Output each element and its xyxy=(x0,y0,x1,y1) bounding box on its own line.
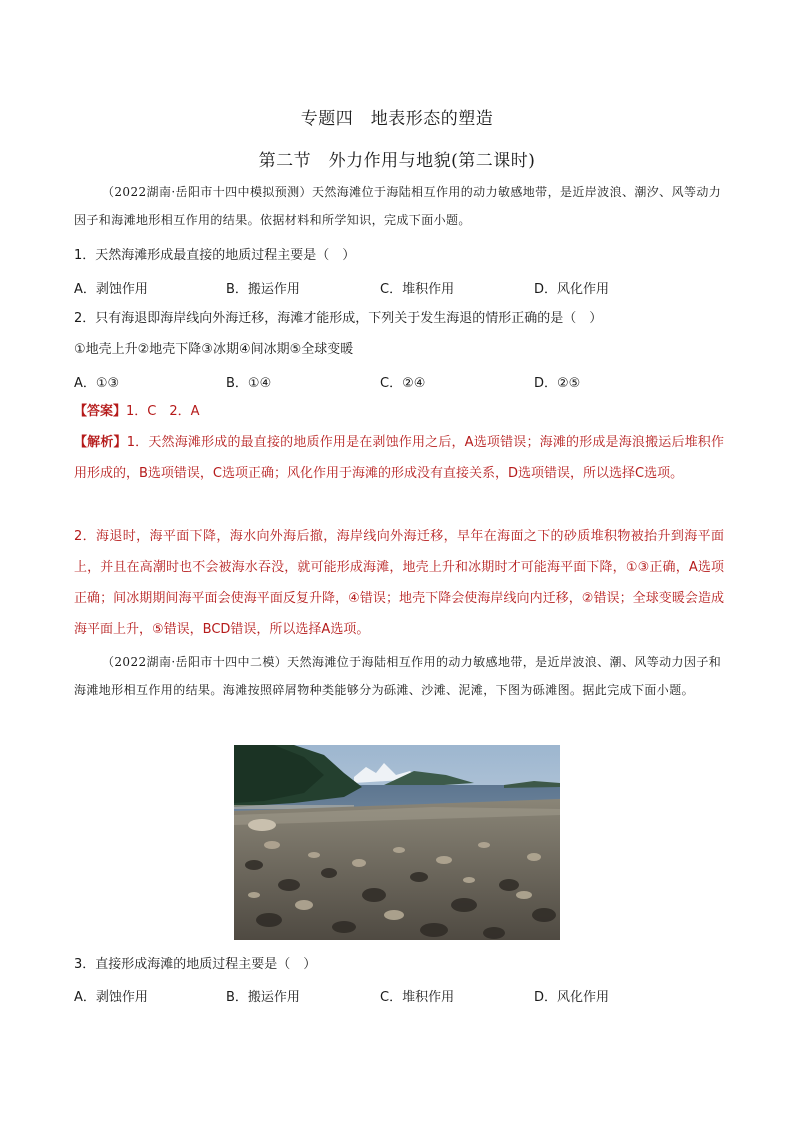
q1-stem: 1．天然海滩形成最直接的地质过程主要是（ ） xyxy=(74,248,356,263)
page-subtitle: 第二节 外力作用与地貌(第二课时) xyxy=(258,151,536,171)
answer-tag: 【答案】 xyxy=(74,404,127,419)
analysis-tag: 【解析】 xyxy=(74,435,127,450)
q2-choices: ①地壳上升②地壳下降③冰期④间冰期⑤全球变暖 xyxy=(74,342,354,357)
analysis-2: 2．海退时，海平面下降，海水向外海后撤，海岸线向外海迁移，早年在海面之下的砂质堆积物被抬升到海平面上，并且在高潮时也不会被海水吞没，就可能形成海滩，地壳上升和冰期时才可能海平面下降，①③正确，A选项正确；间冰期期间海平面会使海平面反复升降，④错误；地壳下降会使海岸线向内迁移，②错误；全球变暖会造成海平面上升，⑤错误，BCD错误，所以选择A选项。 xyxy=(74,529,724,637)
q2-options xyxy=(74,372,734,390)
q2-option-a: A．①③ xyxy=(74,376,120,391)
q3-options xyxy=(74,986,734,1004)
q3-stem: 3．直接形成海滩的地质过程主要是（ ） xyxy=(74,957,317,972)
gravel-beach-illustration xyxy=(234,745,560,940)
q1-options xyxy=(74,278,734,296)
q1-option-b: B．搬运作用 xyxy=(226,282,300,297)
group2-intro-text: 天然海滩位于海陆相互作用的动力敏感地带，是近岸波浪、潮、风等动力因子和海滩地形相互作用的结果。海滩按照碎屑物种类能够分为砾滩、沙滩、泥滩，下图为砾滩图。据此完成下面小题。 xyxy=(74,655,722,697)
group1-intro-text: 天然海滩位于海陆相互作用的动力敏感地带，是近岸波浪、潮汐、风等动力因子和海滩地形相互作用的结果。依据材料和所学知识，完成下面小题。 xyxy=(74,185,722,227)
q1-option-d: D．风化作用 xyxy=(534,282,610,297)
group2-intro xyxy=(74,648,724,704)
q2-stem: 2．只有海退即海岸线向外海迁移，海滩才能形成，下列关于发生海退的情形正确的是（ ） xyxy=(74,311,603,326)
q1-option-a: A．剥蚀作用 xyxy=(74,282,148,297)
group1-intro-source: （2022湖南·岳阳市十四中模拟预测） xyxy=(102,185,312,199)
analysis-1 xyxy=(74,427,724,489)
q3-option-b: B．搬运作用 xyxy=(226,990,300,1005)
q3-option-c: C．堆积作用 xyxy=(380,990,455,1005)
group2-intro-source: （2022湖南·岳阳市十四中二模） xyxy=(102,655,288,669)
q2-option-b: B．①④ xyxy=(226,376,272,391)
analysis-1-text: 1．天然海滩形成的最直接的地质作用是在剥蚀作用之后，A选项错误；海滩的形成是海浪搬运后堆积作用形成的，B选项错误，C选项正确；风化作用于海滩的形成没有直接关系，D选项错误，所以选择C选项。 xyxy=(74,435,724,481)
q2-option-d: D．②⑤ xyxy=(534,376,581,391)
answer-line xyxy=(74,403,734,421)
q1-option-c: C．堆积作用 xyxy=(380,282,455,297)
q3-option-d: D．风化作用 xyxy=(534,990,610,1005)
gravel-beach-photo xyxy=(234,745,560,940)
q3-option-a: A．剥蚀作用 xyxy=(74,990,148,1005)
page-title: 专题四 地表形态的塑造 xyxy=(300,109,494,129)
group1-intro xyxy=(74,178,724,234)
answer-text: 1．C 2．A xyxy=(126,404,200,419)
q2-option-c: C．②④ xyxy=(380,376,426,391)
